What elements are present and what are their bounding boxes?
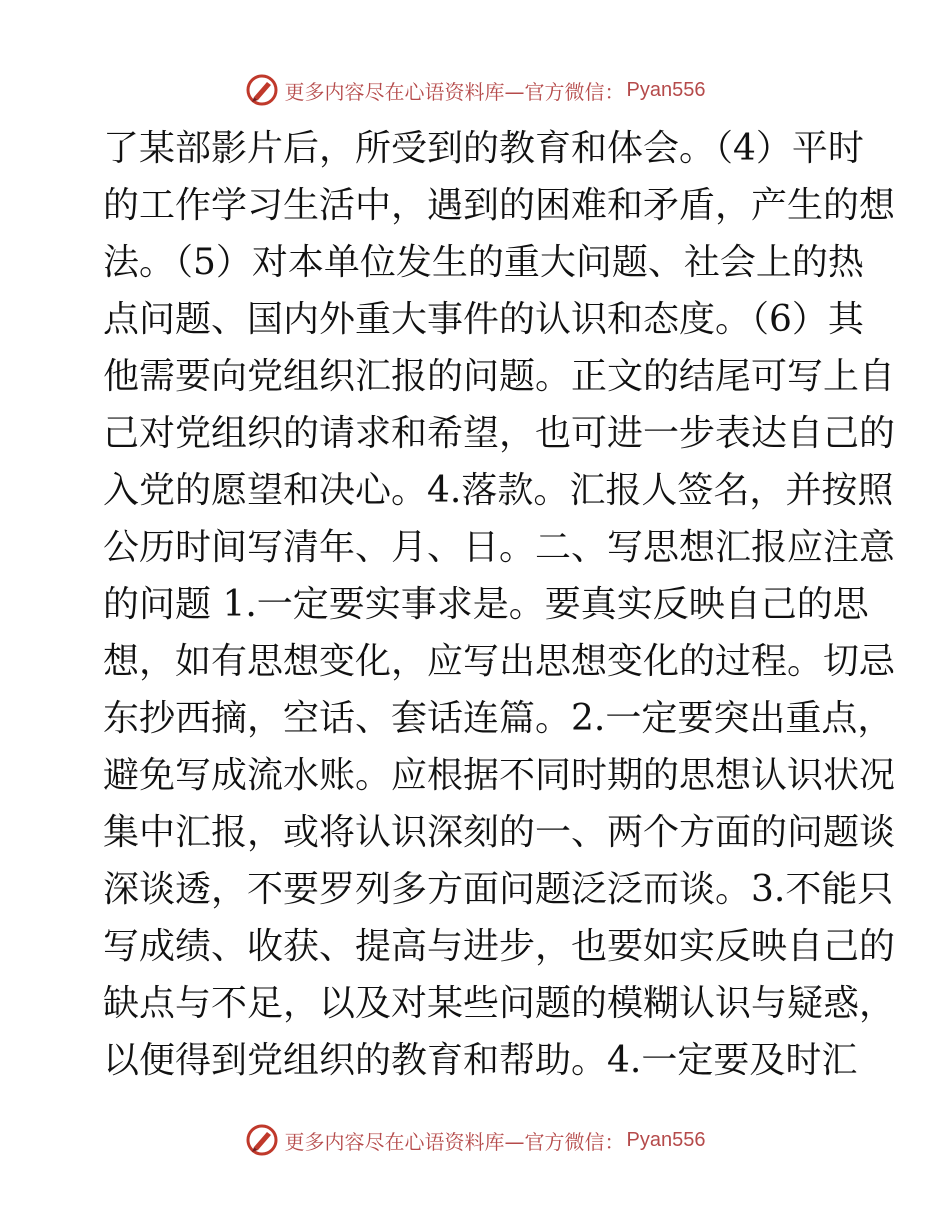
watermark-text: 更多内容尽在心语资料库—官方微信： bbox=[284, 1129, 625, 1154]
pen-logo-icon bbox=[245, 1123, 279, 1157]
watermark-account: Pyan556 bbox=[626, 1128, 706, 1151]
body-line: 以便得到党组织的教育和帮助。4.一定要及时汇 bbox=[103, 1040, 858, 1081]
body-line: 深谈透，不要罗列多方面问题泛泛而谈。3.不能只 bbox=[103, 869, 894, 910]
body-line: 己对党组织的请求和希望，也可进一步表达自己的 bbox=[103, 413, 896, 454]
body-line: 写成绩、收获、提高与进步，也要如实反映自己的 bbox=[103, 926, 896, 967]
body-line: 他需要向党组织汇报的问题。正文的结尾可写上自 bbox=[103, 356, 896, 397]
watermark-text: 更多内容尽在心语资料库—官方微信： bbox=[284, 79, 625, 104]
document-body bbox=[103, 120, 896, 1089]
body-line: 的工作学习生活中，遇到的困难和矛盾，产生的想 bbox=[103, 185, 896, 226]
body-line: 点问题、国内外重大事件的认识和态度。（6）其 bbox=[103, 299, 864, 340]
body-line: 东抄西摘，空话、套话连篇。2.一定要突出重点， bbox=[103, 698, 894, 739]
header-watermark bbox=[0, 70, 950, 110]
body-line: 了某部影片后，所受到的教育和体会。（4）平时 bbox=[103, 128, 864, 169]
body-line: 的问题 1.一定要实事求是。要真实反映自己的思 bbox=[103, 584, 869, 625]
body-line: 想，如有思想变化，应写出思想变化的过程。切忌 bbox=[103, 641, 896, 682]
body-line: 法。（5）对本单位发生的重大问题、社会上的热 bbox=[103, 242, 864, 283]
body-line: 入党的愿望和决心。4.落款。汇报人签名，并按照 bbox=[103, 470, 894, 511]
watermark-account: Pyan556 bbox=[626, 78, 706, 101]
pen-logo-icon bbox=[245, 73, 279, 107]
footer-watermark bbox=[0, 1120, 950, 1160]
body-line: 缺点与不足，以及对某些问题的模糊认识与疑惑， bbox=[103, 983, 896, 1024]
body-line: 公历时间写清年、月、日。二、写思想汇报应注意 bbox=[103, 527, 896, 568]
body-line: 避免写成流水账。应根据不同时期的思想认识状况 bbox=[103, 755, 896, 796]
body-line: 集中汇报，或将认识深刻的一、两个方面的问题谈 bbox=[103, 812, 896, 853]
